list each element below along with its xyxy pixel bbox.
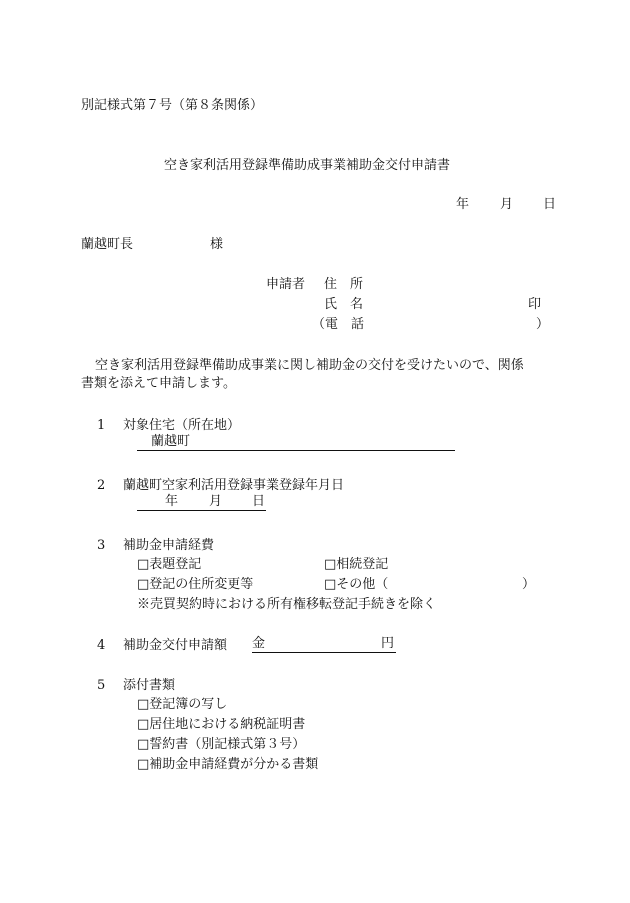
item-4-suffix: 円 [381,636,395,651]
checkbox-other[interactable]: □その他（ [324,577,389,592]
item-4-amount-field[interactable] [252,636,396,653]
item-1-address-field[interactable] [137,434,455,451]
item-2-day: 日 [252,494,266,509]
name-label: 氏 名 [324,297,364,312]
item-3-number: 3 [97,538,106,553]
date-month: 月 [500,197,514,212]
checkbox-registry-copy[interactable]: □登記簿の写し [137,697,228,712]
intro-line-2: 書類を添えて申請します。 [81,376,236,391]
date-day: 日 [543,197,557,212]
item-2-date-field[interactable] [137,494,266,511]
item-2-label: 蘭越町空家利活用登録事業登録年月日 [123,478,345,493]
checkbox-inheritance-registration[interactable]: □相続登記 [324,557,389,572]
seal-label: 印 [528,297,542,312]
applicant-label: 申請者 [266,277,306,292]
item-2-month: 月 [209,494,223,509]
checkbox-title-registration[interactable]: □表題登記 [137,557,202,572]
item-3-label: 補助金申請経費 [123,538,215,553]
item-1-number: 1 [97,418,106,433]
item-4-label: 補助金交付申請額 [123,638,228,653]
checkbox-tax-certificate[interactable]: □居住地における納税証明書 [137,717,306,732]
item-1-label: 対象住宅（所在地） [123,418,241,433]
item-2-year: 年 [165,494,179,509]
item-3-note: ※売買契約時における所有権移転登記手続きを除く [137,597,437,612]
checkbox-expense-documents[interactable]: □補助金申請経費が分かる書類 [137,757,319,772]
address-label: 住 所 [324,277,364,292]
date-year: 年 [456,197,470,212]
item-4-number: 4 [97,638,106,653]
checkbox-address-change[interactable]: □登記の住所変更等 [137,577,254,592]
phone-label: （電 話 [312,317,365,332]
addressee-suffix: 様 [210,237,224,252]
checkbox-other-close: ） [522,577,536,592]
item-4-prefix: 金 [252,636,266,651]
item-5-number: 5 [97,678,106,693]
item-5-label: 添付書類 [123,678,176,693]
intro-line-1: 空き家利活用登録準備助成事業に関し補助金の交付を受けたいので、関係 [95,358,524,373]
item-2-number: 2 [97,478,106,493]
form-reference: 別記様式第７号（第８条関係） [81,98,264,113]
item-1-address-value: 蘭越町 [151,434,191,449]
addressee-name: 蘭越町長 [81,237,134,252]
checkbox-pledge-form[interactable]: □誓約書（別記様式第３号） [137,737,306,752]
form-title: 空き家利活用登録準備助成事業補助金交付申請書 [164,158,451,173]
phone-close: ） [536,317,550,332]
